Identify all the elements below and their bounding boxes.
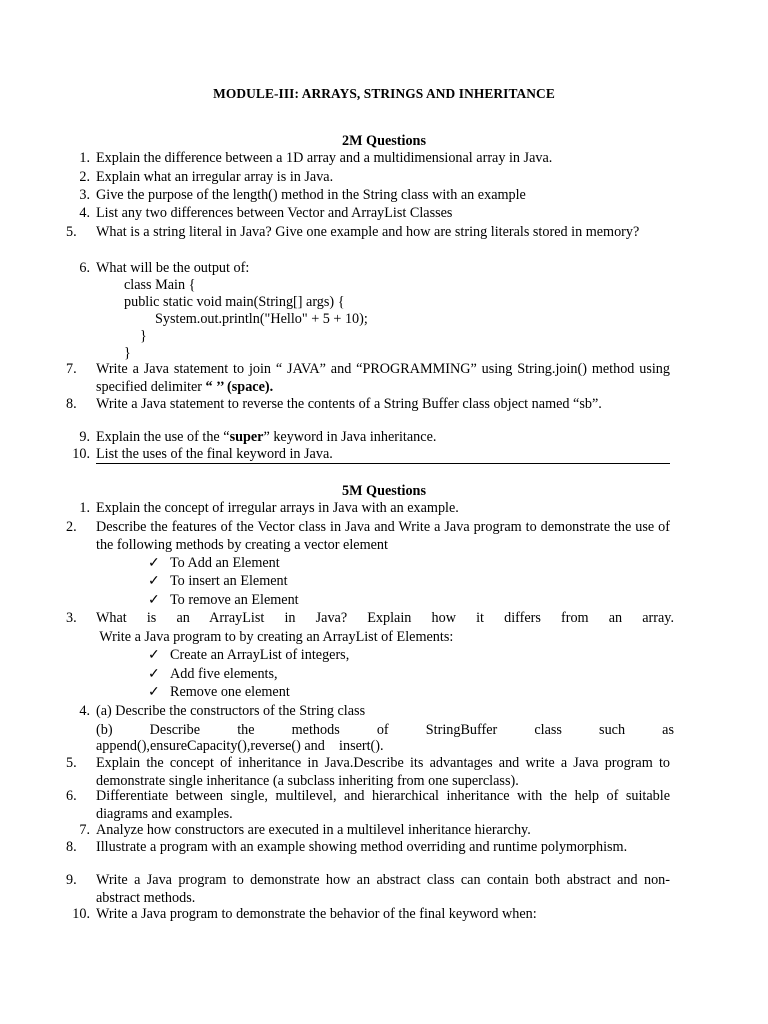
question-text: (a) Describe the constructors of the String class	[96, 703, 366, 719]
check-text: Create an ArrayList of integers,	[170, 647, 350, 663]
check-text: To remove an Element	[170, 592, 299, 608]
question-number: 10.	[72, 446, 90, 462]
code-line: }	[124, 345, 131, 361]
question-text-bold: super	[229, 429, 264, 445]
question-number: 8.	[66, 839, 77, 855]
section-heading-5m: 5M Questions	[342, 483, 426, 499]
checkmark-icon: ✓	[148, 573, 160, 589]
question-5m-9	[66, 872, 670, 907]
question-number: 4.	[79, 205, 90, 221]
question-2m-1	[79, 150, 670, 168]
question-number: 1.	[79, 150, 90, 166]
question-number: 9.	[79, 429, 90, 445]
question-5m-4	[79, 703, 670, 721]
code-line: public static void main(String[] args) {	[124, 294, 345, 310]
question-text: Differentiate between single, multilevel, and hierarchical inheritance with the help of suitable diagrams and examples.	[96, 788, 670, 822]
question-text: What is an ArrayList in Java? Explain how it differs from an array.	[96, 610, 674, 626]
checkmark-icon: ✓	[148, 666, 160, 682]
question-text: Describe the features of the Vector class in Java and Write a Java program to demonstrate the use of the following methods by creating a vector element	[96, 519, 670, 553]
question-number: 7.	[79, 822, 90, 838]
check-item	[148, 684, 290, 702]
question-number: 1.	[79, 500, 90, 516]
question-2m-2	[79, 169, 670, 187]
check-item	[148, 666, 278, 684]
checkmark-icon: ✓	[148, 647, 160, 663]
question-text: Write a Java program to demonstrate the behavior of the final keyword when:	[96, 906, 537, 922]
question-2m-5	[66, 224, 670, 242]
question-2m-8	[66, 396, 670, 414]
question-5m-2	[66, 519, 670, 554]
question-text: List the uses of the final keyword in Java.	[96, 446, 333, 462]
question-5m-3	[66, 610, 674, 628]
code-line: class Main {	[124, 277, 196, 293]
check-text: To Add an Element	[170, 555, 280, 571]
check-text: Remove one element	[170, 684, 290, 700]
question-2m-10	[72, 446, 670, 464]
question-2m-9	[79, 429, 670, 447]
question-text: Write a Java statement to reverse the contents of a String Buffer class object named “sb”.	[96, 396, 602, 412]
question-2m-4	[79, 205, 670, 223]
code-line: }	[140, 328, 147, 344]
question-text: Explain the use of the “	[96, 429, 230, 445]
section-divider	[96, 463, 670, 464]
question-5m-8	[66, 839, 670, 857]
question-2m-7	[66, 361, 670, 396]
check-text: To insert an Element	[170, 573, 288, 589]
check-text: Add five elements,	[170, 666, 278, 682]
question-5m-3-line2: Write a Java program to by creating an ArrayList of Elements:	[96, 629, 454, 645]
question-text: Analyze how constructors are executed in a multilevel inheritance hierarchy.	[96, 822, 531, 838]
check-item	[148, 573, 288, 591]
question-text: Explain the difference between a 1D array and a multidimensional array in Java.	[96, 150, 553, 166]
question-number: 2.	[66, 519, 77, 535]
question-text: Give the purpose of the length() method in the String class with an example	[96, 187, 526, 203]
check-item	[148, 592, 299, 610]
question-number: 7.	[66, 361, 77, 377]
question-number: 10.	[72, 906, 90, 922]
question-text: Explain what an irregular array is in Java.	[96, 169, 334, 185]
question-text: What is a string literal in Java? Give one example and how are string literals stored in memory?	[96, 224, 640, 240]
question-2m-6	[79, 260, 670, 278]
question-5m-1	[79, 500, 670, 518]
question-number: 6.	[79, 260, 90, 276]
question-text: What will be the output of:	[96, 260, 250, 276]
question-text: Illustrate a program with an example showing method overriding and runtime polymorphism.	[96, 839, 628, 855]
question-number: 9.	[66, 872, 77, 888]
question-number: 2.	[79, 169, 90, 185]
question-text: Explain the concept of irregular arrays in Java with an example.	[96, 500, 459, 516]
question-5m-4b: (b) Describe the methods of StringBuffer class such as	[96, 722, 674, 738]
question-5m-6	[66, 788, 670, 823]
checkmark-icon: ✓	[148, 555, 160, 571]
question-text: Write a Java statement to join “ JAVA” and “PROGRAMMING” using String.join() method using specified delimiter	[96, 361, 670, 395]
question-number: 6.	[66, 788, 77, 804]
question-number: 8.	[66, 396, 77, 412]
question-5m-10	[72, 906, 670, 924]
check-item	[148, 555, 280, 573]
question-text: ” keyword in Java inheritance.	[263, 429, 437, 445]
question-number: 3.	[79, 187, 90, 203]
section-heading-2m: 2M Questions	[342, 133, 426, 149]
question-text-bold: “ ’’ (space).	[205, 378, 274, 395]
question-2m-3	[79, 187, 670, 205]
question-5m-7	[79, 822, 670, 840]
question-number: 5.	[66, 755, 77, 771]
checkmark-icon: ✓	[148, 684, 160, 700]
check-item	[148, 647, 349, 665]
question-5m-4b-line2: append(),ensureCapacity(),reverse() and insert().	[96, 738, 384, 754]
question-text: Explain the concept of inheritance in Java.Describe its advantages and write a Java program to demonstrate single inheritance (a subclass inheriting from one superclass).	[96, 755, 670, 789]
question-number: 4.	[79, 703, 90, 719]
code-line: System.out.println("Hello" + 5 + 10);	[155, 311, 368, 327]
question-text: List any two differences between Vector and ArrayList Classes	[96, 205, 453, 221]
question-number: 5.	[66, 224, 77, 240]
checkmark-icon: ✓	[148, 592, 160, 608]
question-text: Write a Java program to demonstrate how an abstract class can contain both abstract and non-abstract methods.	[96, 872, 670, 906]
question-5m-5	[66, 755, 670, 790]
page-title: MODULE-III: ARRAYS, STRINGS AND INHERITANCE	[213, 86, 555, 101]
question-number: 3.	[66, 610, 77, 626]
